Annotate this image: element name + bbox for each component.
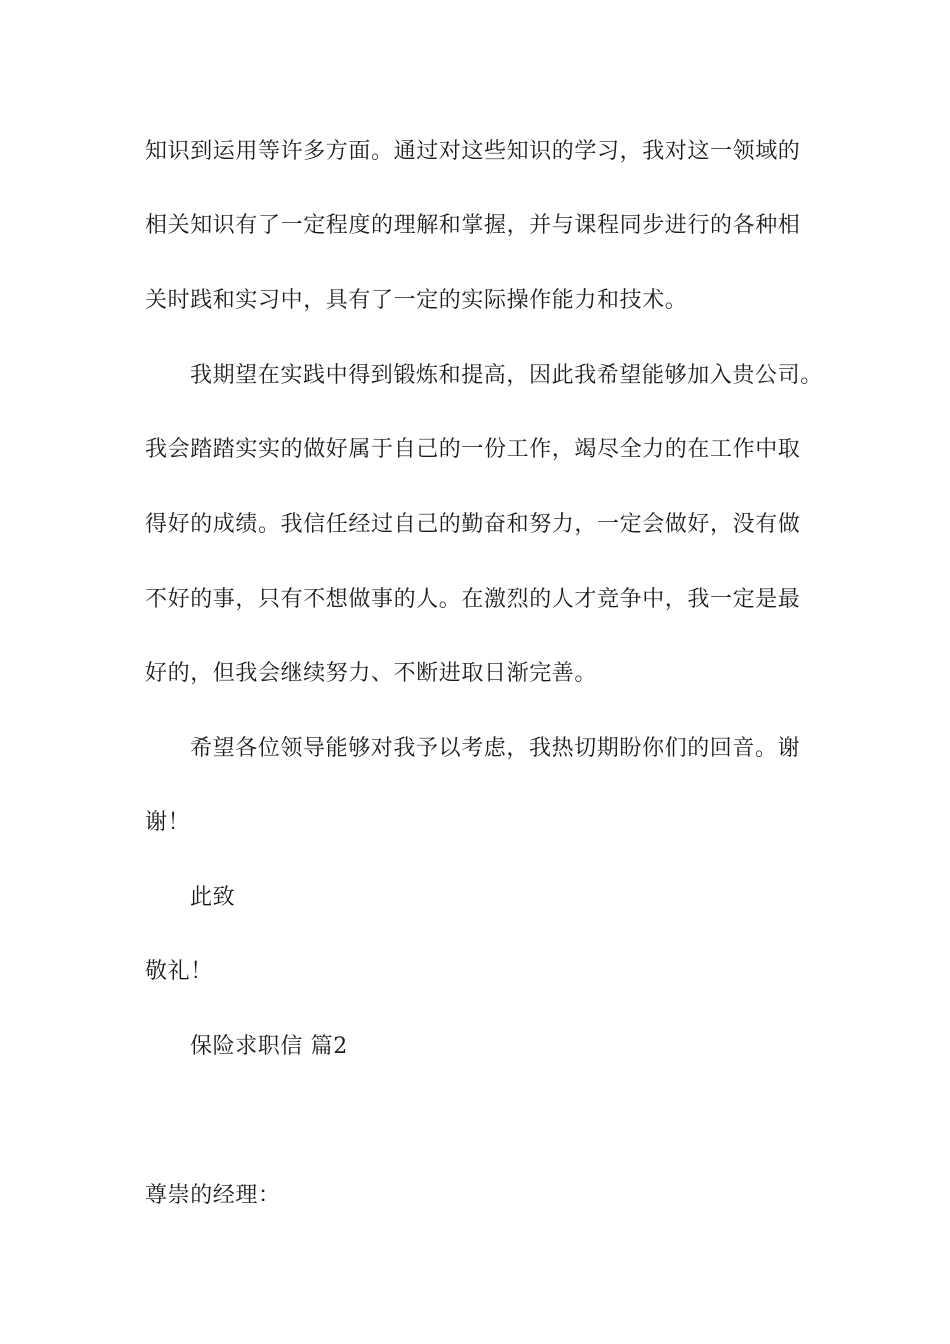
paragraph-line: 希望各位领导能够对我予以考虑，我热切期盼你们的回音。谢 xyxy=(190,736,801,761)
closing-line: 此致 xyxy=(190,885,236,910)
paragraph-line: 我会踏踏实实的做好属于自己的一份工作，竭尽全力的在工作中取 xyxy=(145,437,801,462)
paragraph-line: 知识到运用等许多方面。通过对这些知识的学习，我对这一领域的 xyxy=(145,139,801,164)
paragraph-line: 不好的事，只有不想做事的人。在激烈的人才竞争中，我一定是最 xyxy=(145,587,801,612)
paragraph-line: 我期望在实践中得到锻炼和提高，因此我希望能够加入贵公司。 xyxy=(190,363,823,388)
section-heading: 保险求职信 篇2 xyxy=(190,1034,348,1059)
salutation-line: 敬礼！ xyxy=(145,959,213,984)
paragraph-line: 好的，但我会继续努力、不断进取日渐完善。 xyxy=(145,661,598,686)
paragraph-line: 得好的成绩。我信任经过自己的勤奋和努力，一定会做好，没有做 xyxy=(145,512,801,537)
paragraph-line: 关时践和实习中，具有了一定的实际操作能力和技术。 xyxy=(145,288,688,313)
greeting-line: 尊崇的经理： xyxy=(145,1183,281,1208)
paragraph-line: 相关知识有了一定程度的理解和掌握，并与课程同步进行的各种相 xyxy=(145,213,801,238)
paragraph-line: 谢！ xyxy=(145,810,191,835)
